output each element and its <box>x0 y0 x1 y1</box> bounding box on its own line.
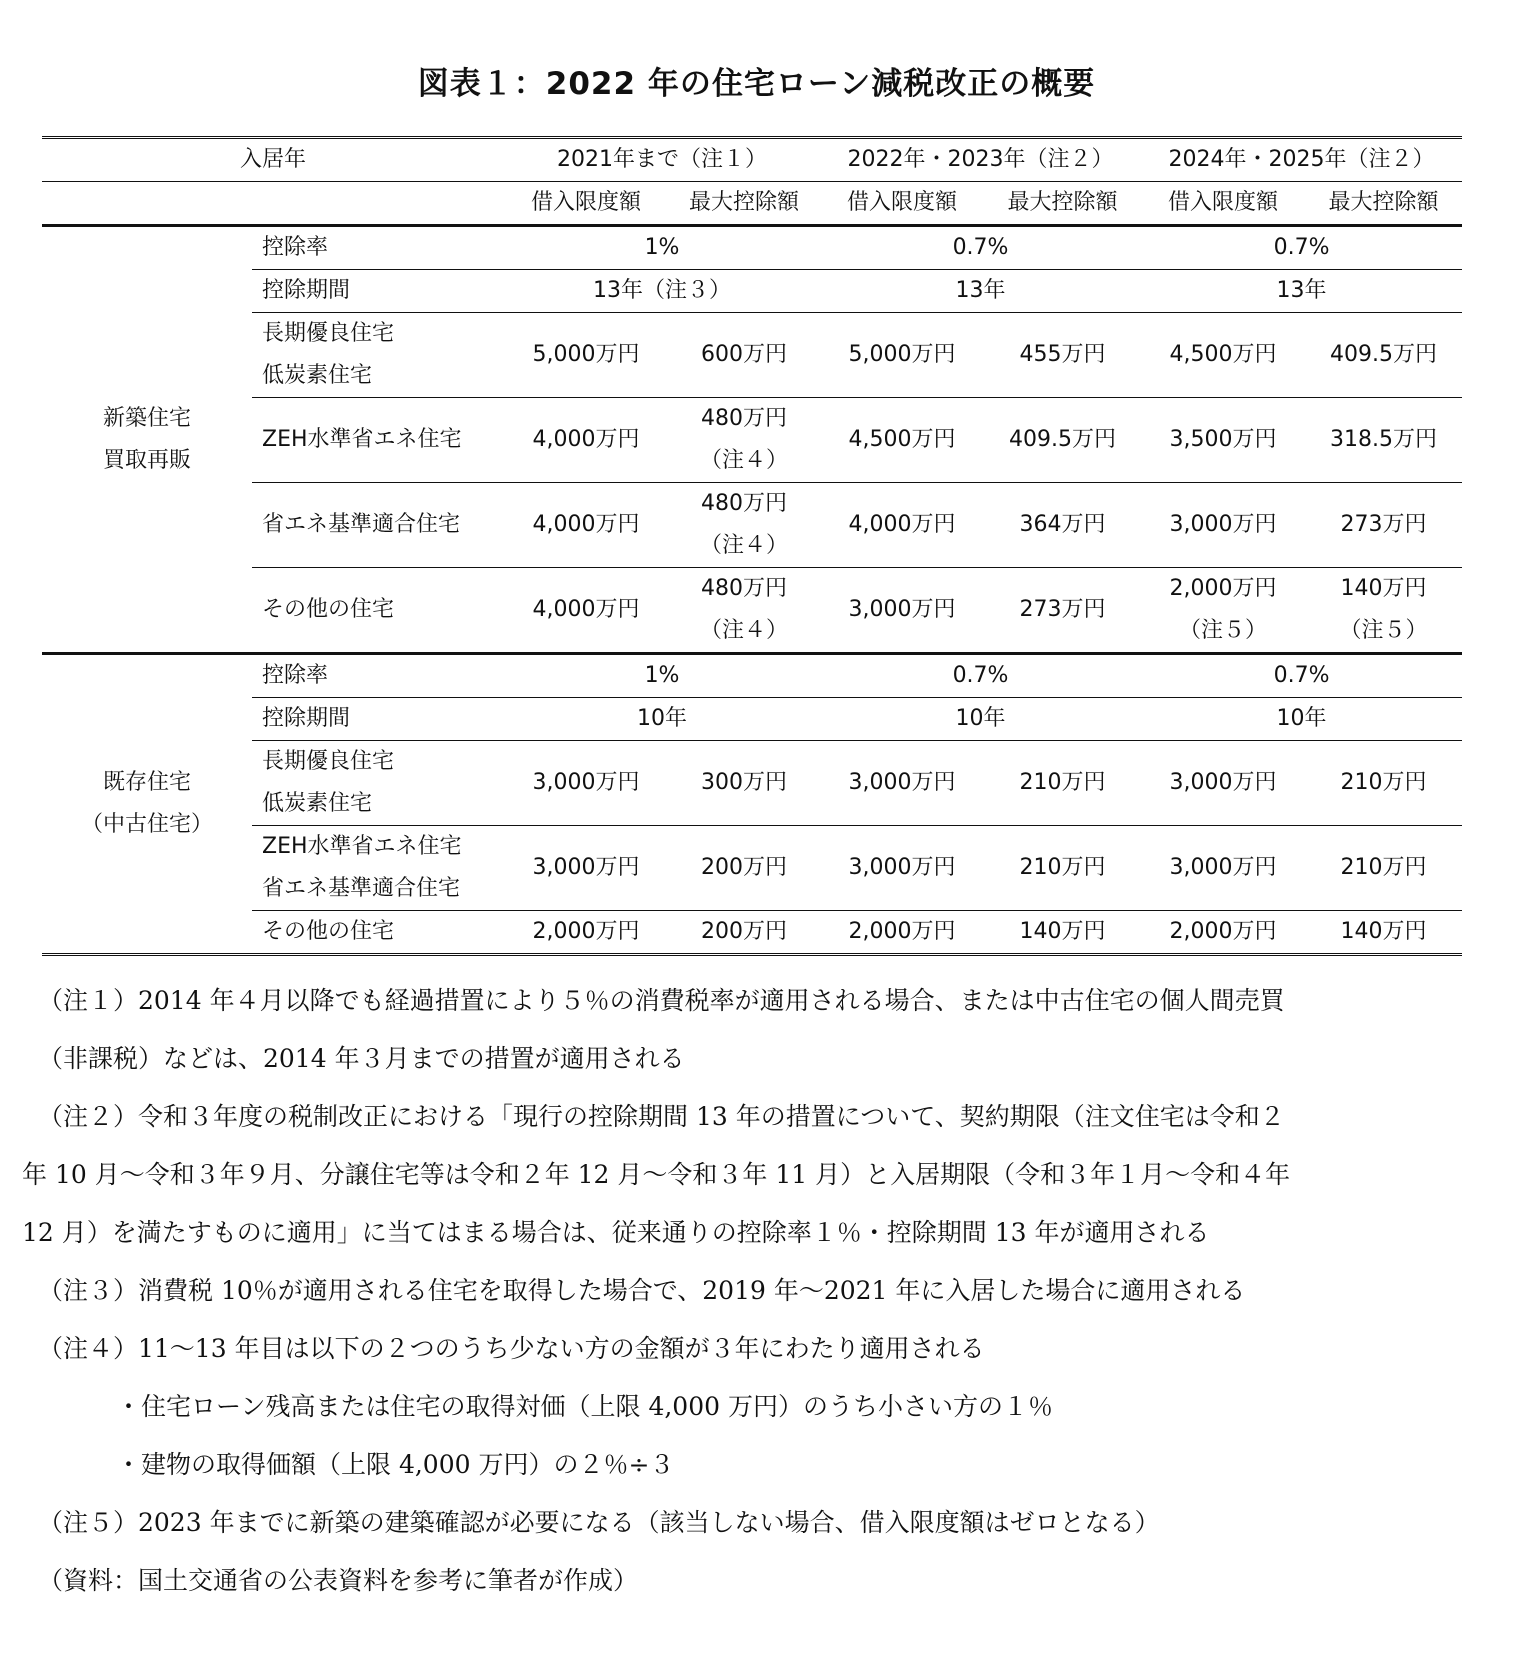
cell-text: 3,000万円 <box>848 770 956 795</box>
cell-text: 控除期間 <box>262 706 351 731</box>
cell-text: 273万円 <box>1019 597 1106 622</box>
cell-text: 4,000万円 <box>532 427 640 452</box>
cell-text: 控除率 <box>262 235 329 260</box>
cell-text: 3,000万円 <box>848 855 956 880</box>
max-deduction-cell <box>668 826 820 911</box>
max-deduction-cell <box>984 483 1141 568</box>
merged-value-cell: 10年 <box>820 698 1141 741</box>
header-blank <box>42 182 504 226</box>
row-label <box>252 568 504 654</box>
cell-text: 3,000万円 <box>848 597 956 622</box>
borrow-limit-cell <box>504 826 668 911</box>
cell-text: 控除期間 <box>262 278 351 303</box>
cell-text: 273万円 <box>1340 512 1427 537</box>
cell-text: （注４） <box>700 448 789 473</box>
group-label <box>42 226 252 654</box>
cell-text: ZEH水準省エネ住宅 <box>262 834 462 859</box>
row-label <box>252 398 504 483</box>
cell-text: 480万円 <box>701 406 788 431</box>
header-max-deduction: 最大控除額 <box>668 182 820 226</box>
row-label <box>252 483 504 568</box>
cell-text: 3,000万円 <box>532 770 640 795</box>
max-deduction-cell <box>1305 741 1462 826</box>
cell-text: （中古住宅） <box>80 812 213 837</box>
cell-text: 5,000万円 <box>848 342 956 367</box>
cell-text: 2,000万円 <box>848 919 956 944</box>
cell-text: 200万円 <box>701 855 788 880</box>
max-deduction-cell <box>984 741 1141 826</box>
cell-text: 455万円 <box>1019 342 1106 367</box>
cell-text: 300万円 <box>701 770 788 795</box>
borrow-limit-cell <box>504 911 668 955</box>
cell-text: その他の住宅 <box>262 597 395 622</box>
table-row <box>42 911 1462 955</box>
merged-value-cell: 13年 <box>1141 270 1462 313</box>
header-max-deduction: 最大控除額 <box>984 182 1141 226</box>
footnote-line: 年 10 月～令和３年９月、分譲住宅等は令和２年 12 月～令和３年 11 月）と入居期限（令和３年１月～令和４年 <box>22 1160 1291 1189</box>
borrow-limit-cell <box>1141 568 1305 654</box>
footnote-line: ・建物の取得価額（上限 4,000 万円）の２％÷３ <box>116 1450 675 1479</box>
cell-text: 4,000万円 <box>532 597 640 622</box>
borrow-limit-cell <box>1141 911 1305 955</box>
cell-text: 409.5万円 <box>1009 427 1117 452</box>
cell-text: 新築住宅 <box>102 405 191 431</box>
table-row <box>42 698 1462 741</box>
max-deduction-cell <box>984 313 1141 398</box>
cell-text: 600万円 <box>701 342 788 367</box>
borrow-limit-cell <box>1141 398 1305 483</box>
footnote-line: （注５）2023 年までに新築の建築確認が必要になる（該当しない場合、借入限度額はゼロとなる） <box>38 1508 1160 1537</box>
borrow-limit-cell <box>820 741 984 826</box>
header-row-periods <box>42 138 1462 182</box>
cell-text: 省エネ基準適合住宅 <box>262 512 461 537</box>
cell-text: 4,500万円 <box>1169 342 1277 367</box>
max-deduction-cell <box>984 398 1141 483</box>
table-row <box>42 654 1462 698</box>
cell-text: 4,000万円 <box>532 512 640 537</box>
cell-text: 2,000万円 <box>1169 576 1277 601</box>
cell-text: 210万円 <box>1019 855 1106 880</box>
cell-text: （注５） <box>1179 618 1268 643</box>
borrow-limit-cell <box>1141 313 1305 398</box>
cell-text: 3,500万円 <box>1169 427 1277 452</box>
footnote-line: 12 月）を満たすものに適用」に当てはまる場合は、従来通りの控除率１％・控除期間 13 年が適用される <box>22 1218 1210 1247</box>
table-row <box>42 483 1462 568</box>
borrow-limit-cell <box>820 568 984 654</box>
row-label <box>252 741 504 826</box>
max-deduction-cell <box>1305 911 1462 955</box>
borrow-limit-cell <box>504 398 668 483</box>
max-deduction-cell <box>984 911 1141 955</box>
borrow-limit-cell <box>820 398 984 483</box>
borrow-limit-cell <box>504 313 668 398</box>
cell-text: （注４） <box>700 618 789 643</box>
max-deduction-cell <box>984 826 1141 911</box>
header-borrow-limit: 借入限度額 <box>1141 182 1305 226</box>
cell-text: 2,000万円 <box>1169 919 1277 944</box>
cell-text: 318.5万円 <box>1330 427 1438 452</box>
header-period-3: 2024年・2025年（注２） <box>1141 138 1462 182</box>
footnote-line: （資料：国土交通省の公表資料を参考に筆者が作成） <box>38 1566 639 1595</box>
table-row <box>42 270 1462 313</box>
max-deduction-cell <box>668 741 820 826</box>
cell-text: 200万円 <box>701 919 788 944</box>
table-row <box>42 313 1462 398</box>
cell-text: 480万円 <box>701 576 788 601</box>
max-deduction-cell <box>668 483 820 568</box>
borrow-limit-cell <box>820 483 984 568</box>
cell-text: 3,000万円 <box>532 855 640 880</box>
footnotes <box>22 972 1497 1610</box>
cell-text: 4,000万円 <box>848 512 956 537</box>
footnote-line: ・住宅ローン残高または住宅の取得対価（上限 4,000 万円）のうち小さい方の１％ <box>116 1392 1053 1421</box>
merged-value-cell: 0.7% <box>1141 654 1462 698</box>
merged-value-cell: 1% <box>504 654 820 698</box>
table-row <box>42 398 1462 483</box>
figure-title: 図表１：2022 年の住宅ローン減税改正の概要 <box>417 66 1096 102</box>
cell-text: 210万円 <box>1340 770 1427 795</box>
merged-value-cell: 1% <box>504 226 820 270</box>
max-deduction-cell <box>1305 826 1462 911</box>
header-row-sub <box>42 182 1462 226</box>
borrow-limit-cell <box>820 911 984 955</box>
cell-text: 控除率 <box>262 663 329 688</box>
borrow-limit-cell <box>504 741 668 826</box>
merged-value-cell: 10年 <box>1141 698 1462 741</box>
cell-text: その他の住宅 <box>262 919 395 944</box>
cell-text: 140万円 <box>1019 919 1106 944</box>
cell-text: 210万円 <box>1340 855 1427 880</box>
header-borrow-limit: 借入限度額 <box>504 182 668 226</box>
header-period-2: 2022年・2023年（注２） <box>820 138 1141 182</box>
borrow-limit-cell <box>820 313 984 398</box>
table-row <box>42 226 1462 270</box>
cell-text: 2,000万円 <box>532 919 640 944</box>
max-deduction-cell <box>1305 398 1462 483</box>
cell-text: （注５） <box>1339 618 1428 643</box>
merged-value-cell: 10年 <box>504 698 820 741</box>
footnote-line: （注３）消費税 10％が適用される住宅を取得した場合で、2019 年～2021 年に入居した場合に適用される <box>38 1276 1246 1305</box>
group-label <box>42 654 252 955</box>
footnote-line: （非課税）などは、2014 年３月までの措置が適用される <box>38 1044 685 1073</box>
max-deduction-cell <box>668 313 820 398</box>
max-deduction-cell <box>984 568 1141 654</box>
max-deduction-cell <box>1305 313 1462 398</box>
row-label <box>252 698 504 741</box>
cell-text: 低炭素住宅 <box>262 363 373 388</box>
max-deduction-cell <box>1305 483 1462 568</box>
cell-text: 140万円 <box>1340 919 1427 944</box>
borrow-limit-cell <box>504 483 668 568</box>
table-row <box>42 568 1462 654</box>
row-label <box>252 654 504 698</box>
cell-text: 5,000万円 <box>532 342 640 367</box>
header-borrow-limit: 借入限度額 <box>820 182 984 226</box>
tax-reform-table <box>42 136 1462 956</box>
cell-text: 買取再販 <box>102 447 191 473</box>
merged-value-cell: 13年（注３） <box>504 270 820 313</box>
borrow-limit-cell <box>1141 826 1305 911</box>
merged-value-cell: 0.7% <box>820 226 1141 270</box>
borrow-limit-cell <box>1141 741 1305 826</box>
cell-text: 3,000万円 <box>1169 855 1277 880</box>
cell-text: 4,500万円 <box>848 427 956 452</box>
borrow-limit-cell <box>820 826 984 911</box>
row-label <box>252 911 504 955</box>
max-deduction-cell <box>668 568 820 654</box>
cell-text: 3,000万円 <box>1169 770 1277 795</box>
cell-text: 480万円 <box>701 491 788 516</box>
max-deduction-cell <box>1305 568 1462 654</box>
footnote-line: （注４）11～13 年目は以下の２つのうち少ない方の金額が３年にわたり適用される <box>38 1334 985 1363</box>
row-label <box>252 226 504 270</box>
header-max-deduction: 最大控除額 <box>1305 182 1462 226</box>
borrow-limit-cell <box>1141 483 1305 568</box>
row-label <box>252 826 504 911</box>
cell-text: 長期優良住宅 <box>262 749 395 774</box>
merged-value-cell: 0.7% <box>1141 226 1462 270</box>
cell-text: 3,000万円 <box>1169 512 1277 537</box>
cell-text: 140万円 <box>1340 576 1427 601</box>
footnote-line: （注２）令和３年度の税制改正における「現行の控除期間 13 年の措置について、契約期限（注文住宅は令和２ <box>38 1102 1285 1131</box>
max-deduction-cell <box>668 398 820 483</box>
cell-text: 210万円 <box>1019 770 1106 795</box>
table-row <box>42 826 1462 911</box>
header-move-in-year: 入居年 <box>42 138 504 182</box>
merged-value-cell: 13年 <box>820 270 1141 313</box>
row-label <box>252 313 504 398</box>
table-row <box>42 741 1462 826</box>
borrow-limit-cell <box>504 568 668 654</box>
cell-text: 省エネ基準適合住宅 <box>262 876 461 901</box>
cell-text: 既存住宅 <box>102 770 191 795</box>
cell-text: 低炭素住宅 <box>262 791 373 816</box>
row-label <box>252 270 504 313</box>
cell-text: 364万円 <box>1019 512 1106 537</box>
header-period-1: 2021年まで（注１） <box>504 138 820 182</box>
footnote-line: （注１）2014 年４月以降でも経過措置により５％の消費税率が適用される場合、または中古住宅の個人間売買 <box>38 986 1285 1015</box>
cell-text: 409.5万円 <box>1330 342 1438 367</box>
cell-text: （注４） <box>700 533 789 558</box>
merged-value-cell: 0.7% <box>820 654 1141 698</box>
cell-text: ZEH水準省エネ住宅 <box>262 427 462 452</box>
cell-text: 長期優良住宅 <box>262 321 395 346</box>
max-deduction-cell <box>668 911 820 955</box>
